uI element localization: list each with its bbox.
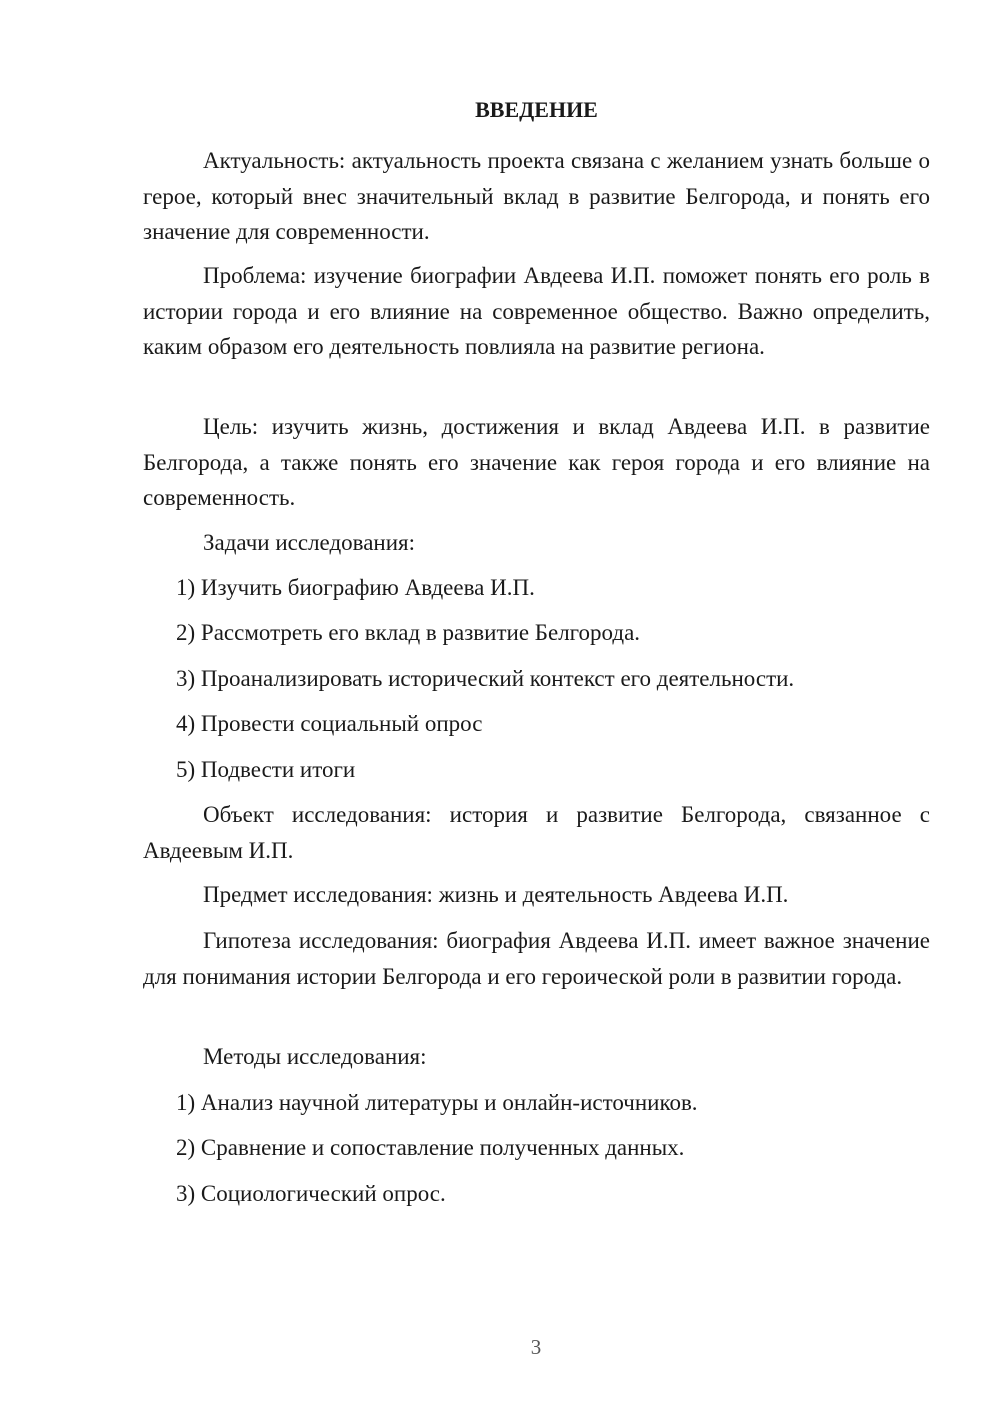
- method-item: 2) Сравнение и сопоставление полученных данных.: [176, 1135, 685, 1160]
- task-item: 4) Провести социальный опрос: [176, 711, 483, 736]
- method-item: 3) Социологический опрос.: [176, 1181, 446, 1206]
- problem-paragraph: Проблема: изучение биографии Авдеева И.П. поможет понять его роль в истории города и его влияние на современное общество. Важно определить, каким образом его деятельность повлияла на развитие региона.: [143, 263, 930, 359]
- task-item: 2) Рассмотреть его вклад в развитие Белгорода.: [176, 620, 641, 645]
- tasks-heading: Задачи исследования:: [203, 530, 416, 555]
- task-item: 1) Изучить биографию Авдеева И.П.: [176, 575, 535, 600]
- method-item: 1) Анализ научной литературы и онлайн-источников.: [176, 1090, 698, 1115]
- relevance-paragraph: Актуальность: актуальность проекта связана с желанием узнать больше о герое, который внес значительный вклад в развитие Белгорода, и понять его значение для современности.: [143, 148, 930, 244]
- task-item: 3) Проанализировать исторический контекст его деятельности.: [176, 666, 795, 691]
- hypothesis-paragraph: Гипотеза исследования: биография Авдеева И.П. имеет важное значение для понимания истории Белгорода и его героической роли в развитии города.: [143, 928, 930, 989]
- methods-heading: Методы исследования:: [203, 1044, 427, 1069]
- subject-paragraph: Предмет исследования: жизнь и деятельность Авдеева И.П.: [203, 882, 789, 907]
- goal-paragraph: Цель: изучить жизнь, достижения и вклад Авдеева И.П. в развитие Белгорода, а также понять его значение как героя города и его влияние на современность.: [143, 414, 930, 510]
- page-title: ВВЕДЕНИЕ: [475, 97, 598, 122]
- object-paragraph: Объект исследования: история и развитие Белгорода, связанное с Авдеевым И.П.: [143, 802, 930, 863]
- task-item: 5) Подвести итоги: [176, 757, 356, 782]
- page-number: 3: [530, 1335, 542, 1359]
